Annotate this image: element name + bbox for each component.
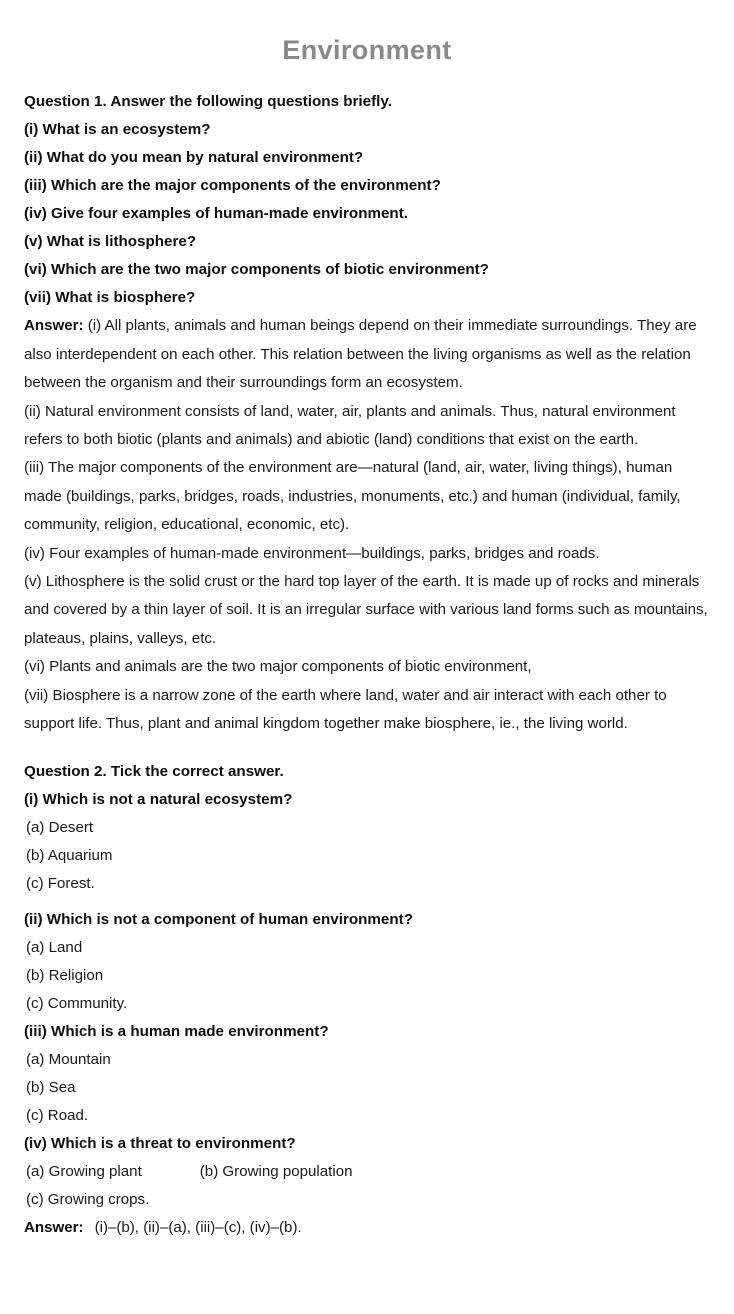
mcq-1-option-a[interactable]: (a) Desert <box>26 819 94 837</box>
page-title: Environment <box>282 35 452 65</box>
mcq-2-prompt: (ii) Which is not a component of human environment? <box>24 911 413 929</box>
mcq-4-option-b[interactable]: (b) Growing population <box>199 1163 353 1181</box>
mcq-3-prompt: (iii) Which is a human made environment? <box>24 1023 329 1041</box>
answer-key-values: (i)–(b), (ii)–(a), (iii)–(c), (iv)–(b). <box>94 1219 302 1237</box>
mcq-1-option-b[interactable]: (b) Aquarium <box>26 847 113 865</box>
question-1-item-ii: (ii) What do you mean by natural environment? <box>24 149 364 167</box>
question-1-item-i: (i) What is an ecosystem? <box>24 121 211 139</box>
question-1-answer-v: (v) Lithosphere is the solid crust or the hard top layer of the earth. It is made up of rocks and minerals and covered by a thin layer of soil. It is an irregular surface with various land forms such as mountains, plateaus, plains, valleys, etc. <box>24 573 708 647</box>
question-1-answer-iii: (iii) The major components of the environment are—natural (land, air, water, living things), human made (buildings, parks, bridges, roads, industries, monuments, etc.) and human (individual, family, community, religion, educational, economic, etc). <box>24 459 681 534</box>
question-2-heading: Question 2. Tick the correct answer. <box>24 763 284 781</box>
question-1-answer-iv: (iv) Four examples of human-made environment—buildings, parks, bridges and roads. <box>24 544 600 562</box>
mcq-3-option-a[interactable]: (a) Mountain <box>26 1051 111 1069</box>
document-page <box>0 34 734 1314</box>
question-1-item-v: (v) What is lithosphere? <box>24 233 197 251</box>
mcq-2-option-c[interactable]: (c) Community. <box>26 995 128 1013</box>
question-1-heading: Question 1. Answer the following questions briefly. <box>24 93 392 111</box>
mcq-1-option-c[interactable]: (c) Forest. <box>26 875 95 893</box>
mcq-2-option-b[interactable]: (b) Religion <box>26 967 104 985</box>
mcq-3-option-b[interactable]: (b) Sea <box>26 1079 76 1097</box>
mcq-4-options-row <box>24 1158 710 1186</box>
question-1-answer-vii: (vii) Biosphere is a narrow zone of the earth where land, water and air interact with each other to support life. Thus, plant and animal kingdom together make biosphere, ie., the living world. <box>24 686 667 733</box>
section-gap <box>24 738 710 758</box>
question-2-section <box>24 758 710 1242</box>
question-1-item-vi: (vi) Which are the two major components of biotic environment? <box>24 261 489 279</box>
mcq-4-option-c[interactable]: (c) Growing crops. <box>26 1191 150 1209</box>
mcq-2-option-a[interactable]: (a) Land <box>26 939 83 957</box>
mcq-3-option-c[interactable]: (c) Road. <box>26 1107 89 1125</box>
question-1-item-vii: (vii) What is biosphere? <box>24 289 196 307</box>
question-1-section <box>24 88 710 738</box>
mcq-4-prompt: (iv) Which is a threat to environment? <box>24 1135 296 1153</box>
question-1-answer-vi: (vi) Plants and animals are the two major components of biotic environment, <box>24 658 532 676</box>
mcq-1-prompt: (i) Which is not a natural ecosystem? <box>24 791 293 809</box>
answer-text-i: (i) All plants, animals and human beings depend on their immediate surroundings. They are also interdependent on each other. This relation between the living organisms as well as the relation between the organism and their surroundings form an ecosystem. <box>24 317 697 392</box>
question-1-item-iv: (iv) Give four examples of human-made environment. <box>24 205 408 223</box>
mcq-gap-1 <box>24 898 710 906</box>
question-2-answer-key <box>24 1214 710 1242</box>
question-1-item-iii: (iii) Which are the major components of the environment? <box>24 177 441 195</box>
answer-key-label: Answer: <box>24 1219 84 1237</box>
mcq-4-option-a[interactable]: (a) Growing plant <box>26 1163 142 1181</box>
question-1-answer-i <box>24 312 710 397</box>
question-1-answer-ii: (ii) Natural environment consists of land, water, air, plants and animals. Thus, natural environment refers to both biotic (plants and animals) and abiotic (land) conditions that exist on the earth. <box>24 402 676 449</box>
answer-label: Answer: <box>24 317 84 335</box>
